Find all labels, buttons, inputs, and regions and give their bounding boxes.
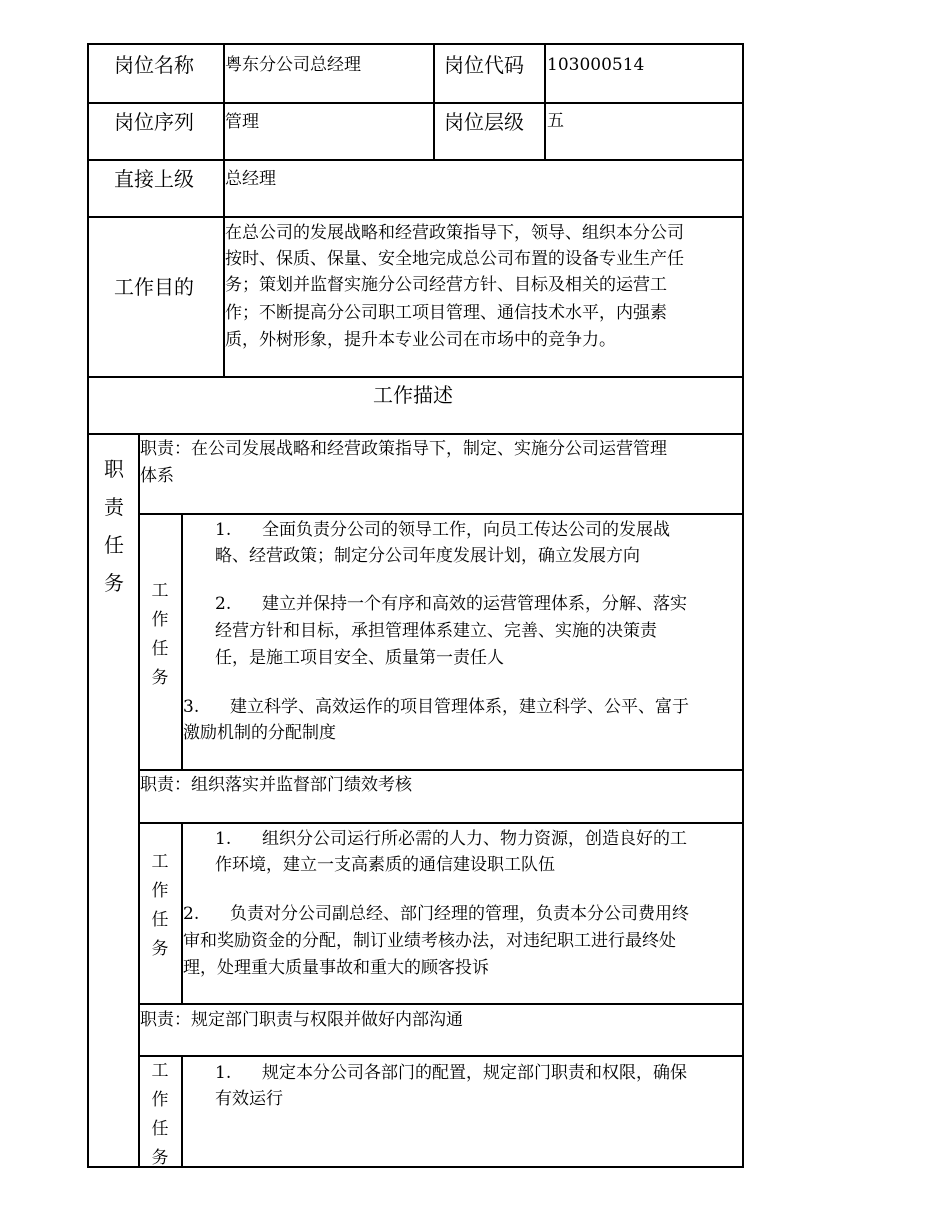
duty-title: 职责：规定部门职责与权限并做好内部沟通 — [140, 1010, 463, 1030]
duty-title: 职责：在公司发展战略和经营政策指导下，制定、实施分公司运营管理 — [140, 439, 667, 459]
purpose-line: 务；策划并监督实施分公司经营方针、目标及相关的运营工 — [225, 275, 667, 295]
purpose-line: 按时、保质、保量、安全地完成总公司布置的设备专业生产任 — [225, 249, 684, 269]
col-line — [433, 43, 435, 161]
row-line — [87, 216, 744, 218]
sequence-value: 管理 — [225, 112, 259, 132]
row-line — [138, 1003, 744, 1005]
purpose-label: 工作目的 — [114, 275, 194, 299]
task-line: 经营方针和目标，承担管理体系建立、完善、实施的决策责 — [215, 621, 657, 641]
border-right — [742, 43, 744, 1168]
row-line — [138, 513, 744, 515]
task-number: 2. — [215, 594, 232, 614]
task-label: 工 作 任 务 — [151, 581, 169, 688]
task-number: 1. — [215, 829, 232, 849]
task-label: 工 作 任 务 — [151, 852, 169, 959]
row-line — [138, 822, 744, 824]
border-top — [87, 43, 744, 45]
description-title: 工作描述 — [373, 383, 453, 407]
level-value: 五 — [547, 111, 564, 131]
task-line: 组织分公司运行所必需的人力、物力资源，创造良好的工 — [262, 829, 687, 849]
task-number: 1. — [215, 520, 232, 540]
position-code-value: 103000514 — [547, 55, 645, 75]
row-line — [87, 376, 744, 378]
task-line: 审和奖励资金的分配，制订业绩考核办法，对违纪职工进行最终处 — [183, 931, 676, 951]
task-line: 负责对分公司副总经、部门经理的管理，负责本分公司费用终 — [230, 904, 689, 924]
row-line — [87, 159, 744, 161]
task-line: 建立并保持一个有序和高效的运营管理体系，分解、落实 — [262, 594, 687, 614]
position-name-value: 粤东分公司总经理 — [225, 55, 361, 75]
supervisor-label: 直接上级 — [114, 167, 194, 191]
task-line: 激励机制的分配制度 — [183, 723, 336, 743]
task-number: 1. — [215, 1063, 232, 1083]
task-line: 理，处理重大质量事故和重大的顾客投诉 — [183, 958, 489, 978]
col-line — [181, 1056, 183, 1168]
position-name-label: 岗位名称 — [114, 53, 194, 77]
purpose-line: 质，外树形象，提升本专业公司在市场中的竞争力。 — [225, 330, 616, 350]
border-bottom — [87, 1166, 744, 1168]
col-line — [544, 43, 546, 161]
level-label: 岗位层级 — [444, 110, 524, 134]
purpose-line: 在总公司的发展战略和经营政策指导下，领导、组织本分公司 — [225, 223, 684, 243]
task-label: 工 作 任 务 — [151, 1061, 169, 1168]
task-line: 建立科学、高效运作的项目管理体系，建立科学、公平、富于 — [230, 697, 689, 717]
duty-title: 体系 — [140, 466, 174, 486]
duty-label: 职 责 任 务 — [104, 457, 124, 595]
task-line: 有效运行 — [215, 1089, 283, 1109]
task-line: 作环境，建立一支高素质的通信建设职工队伍 — [215, 855, 555, 875]
row-line — [87, 102, 744, 104]
position-code-label: 岗位代码 — [444, 53, 524, 77]
task-line: 规定本分公司各部门的配置，规定部门职责和权限，确保 — [262, 1063, 687, 1083]
task-line: 略、经营政策；制定分公司年度发展计划，确立发展方向 — [215, 546, 640, 566]
task-line: 任，是施工项目安全、质量第一责任人 — [215, 648, 504, 668]
purpose-line: 作；不断提高分公司职工项目管理、通信技术水平，内强素 — [225, 303, 667, 323]
task-number: 3. — [183, 697, 200, 717]
task-number: 2. — [183, 904, 200, 924]
task-line: 全面负责分公司的领导工作，向员工传达公司的发展战 — [262, 520, 670, 540]
supervisor-value: 总经理 — [225, 169, 276, 189]
row-line — [138, 1055, 744, 1057]
sequence-label: 岗位序列 — [114, 110, 194, 134]
duty-title: 职责：组织落实并监督部门绩效考核 — [140, 775, 412, 795]
border-left — [87, 43, 89, 1168]
